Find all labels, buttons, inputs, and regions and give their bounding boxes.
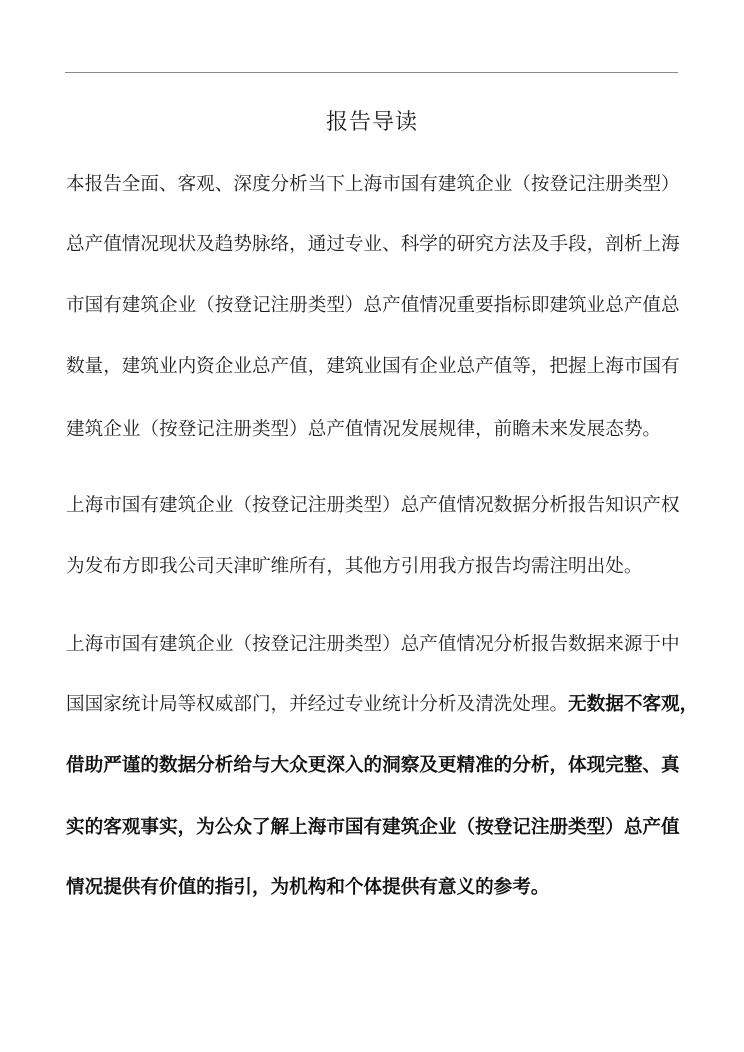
paragraph-2-line-2: 为发布方即我公司天津旷维所有，其他方引用我方报告均需注明出处。 bbox=[66, 556, 643, 577]
paragraph-1-line-3: 市国有建筑企业（按登记注册类型）总产值情况重要指标即建筑业总产值总 bbox=[66, 295, 680, 316]
paragraph-3-bold-line-2: 实的客观事实，为公众了解上海市国有建筑企业（按登记注册类型）总产值 bbox=[66, 817, 680, 838]
paragraph-2-line-1: 上海市国有建筑企业（按登记注册类型）总产值情况数据分析报告知识产权 bbox=[66, 495, 680, 516]
paragraph-3-bold-line-3: 情况提供有价值的指引，为机构和个体提供有意义的参考。 bbox=[66, 877, 550, 898]
paragraph-1-line-1: 本报告全面、客观、深度分析当下上海市国有建筑企业（按登记注册类型） bbox=[66, 174, 680, 195]
paragraph-3-line-2-regular: 国国家统计局等权威部门，并经过专业统计分析及清洗处理。 bbox=[66, 694, 569, 715]
header-rule bbox=[65, 72, 678, 73]
page-title: 报告导读 bbox=[325, 110, 418, 135]
paragraph-1-line-5: 建筑企业（按登记注册类型）总产值情况发展规律，前瞻未来发展态势。 bbox=[66, 419, 662, 440]
paragraph-3-line-2-bold: 无数据不客观， bbox=[568, 694, 699, 715]
paragraph-3-bold-line-1: 借助严谨的数据分析给与大众更深入的洞察及更精准的分析，体现完整、真 bbox=[66, 755, 680, 776]
paragraph-1-line-2: 总产值情况现状及趋势脉络，通过专业、科学的研究方法及手段，剖析上海 bbox=[66, 234, 680, 255]
paragraph-3-line-1: 上海市国有建筑企业（按登记注册类型）总产值情况分析报告数据来源于中 bbox=[66, 634, 680, 655]
paragraph-3-line-2 bbox=[66, 692, 699, 718]
paragraph-1-line-4: 数量，建筑业内资企业总产值，建筑业国有企业总产值等，把握上海市国有 bbox=[66, 356, 680, 377]
